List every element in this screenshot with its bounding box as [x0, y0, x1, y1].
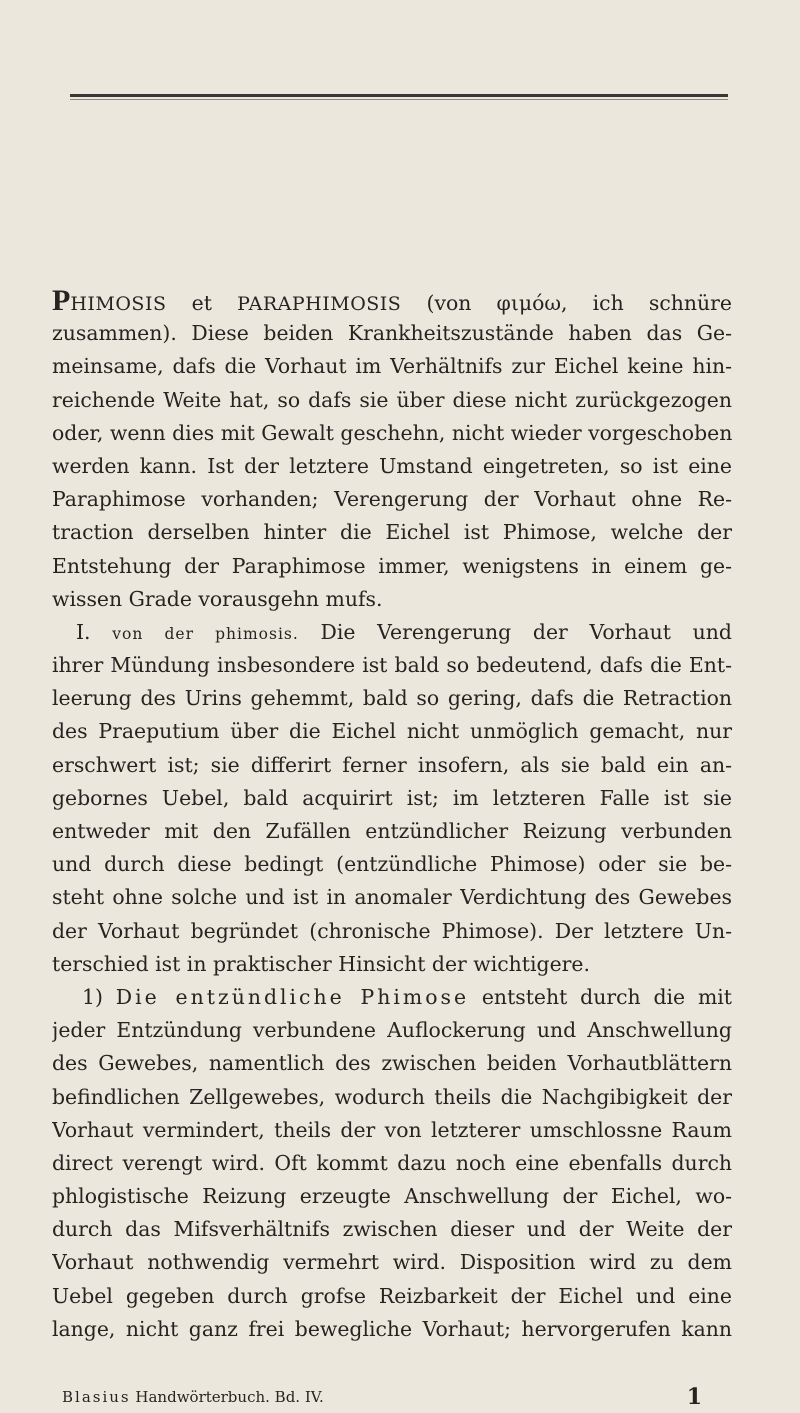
footer-author: Blasius — [62, 1388, 131, 1406]
text-line: zusammen). Diese beiden Krankheitszustände haben das Ge- — [52, 321, 732, 346]
section-line-tail: Die Verengerung der Vorhaut und — [298, 619, 732, 644]
text-line: Entstehung der Paraphimose immer, wenigstens in einem ge- — [52, 553, 732, 578]
text-line: Uebel gegeben durch grofse Reizbarkeit der Eichel und eine — [52, 1283, 732, 1308]
item-line-tail: entsteht durch die mit — [469, 984, 732, 1009]
text-line: werden kann. Ist der letztere Umstand eingetreten, so ist eine — [52, 453, 732, 478]
heading-second-title: PARAPHIMOSIS — [237, 293, 402, 315]
section-title: von der phimosis. — [112, 624, 299, 643]
text-line: ihrer Mündung insbesondere ist bald so bedeutend, dafs die Ent- — [52, 653, 732, 678]
text-line: traction derselben hinter die Eichel ist Phimose, welche der — [52, 520, 732, 545]
text-line: steht ohne solche und ist in anomaler Verdichtung des Gewebes — [52, 885, 732, 910]
text-line: Vorhaut vermindert, theils der von letzterer umschlossne Raum — [52, 1117, 732, 1142]
text-line: wissen Grade vorausgehn mufs. — [52, 586, 383, 611]
heading-title: HIMOSIS — [70, 293, 167, 315]
text-line: und durch diese bedingt (entzündliche Phimose) oder sie be- — [52, 852, 732, 877]
heading-etym-tail: ich schnüre — [567, 291, 732, 315]
sheet-number: 1 — [686, 1384, 702, 1410]
section-line — [52, 616, 732, 649]
heading-etym-open: (von — [401, 291, 497, 315]
text-line: terschied ist in praktischer Hinsicht der wichtigere. — [52, 951, 590, 976]
top-rule-thin — [70, 99, 728, 100]
text-line: Paraphimose vorhanden; Verengerung der Vorhaut ohne Re- — [52, 487, 732, 512]
text-line: oder, wenn dies mit Gewalt geschehn, nicht wieder vorgeschoben — [52, 420, 732, 445]
section-number: I. — [76, 619, 91, 644]
signature-mark — [62, 1388, 324, 1406]
text-line: leerung des Urins gehemmt, bald so gering, dafs die Retraction — [52, 686, 732, 711]
text-line: jeder Entzündung verbundene Auflockerung und Anschwellung — [52, 1018, 732, 1043]
top-rule — [70, 94, 728, 97]
text-line: des Praeputium über die Eichel nicht unmöglich gemacht, nur — [52, 719, 732, 744]
text-line: phlogistische Reizung erzeugte Anschwellung der Eichel, wo- — [52, 1184, 732, 1209]
item-line — [52, 981, 732, 1014]
text-line: des Gewebes, namentlich des zwischen beiden Vorhautblättern — [52, 1051, 732, 1076]
heading-line — [52, 284, 732, 317]
item-number: 1) — [82, 984, 103, 1009]
text-line: Vorhaut nothwendig vermehrt wird. Disposition wird zu dem — [52, 1250, 732, 1275]
item-term: Die entzündliche Phimose — [115, 984, 470, 1009]
text-line: lange, nicht ganz frei bewegliche Vorhaut; hervorgerufen kann — [52, 1316, 732, 1341]
text-line: erschwert ist; sie differirt ferner insofern, als sie bald ein an- — [52, 752, 732, 777]
heading-et: et — [166, 291, 238, 315]
footer-book: Handwörterbuch. Bd. IV. — [135, 1388, 324, 1406]
heading-initial: P — [52, 284, 71, 317]
text-line: befindlichen Zellgewebes, wodurch theils die Nachgibigkeit der — [52, 1084, 732, 1109]
text-line: reichende Weite hat, so dafs sie über diese nicht zurückgezogen — [52, 387, 732, 412]
text-line: entweder mit den Zufällen entzündlicher Reizung verbunden — [52, 819, 732, 843]
text-line: der Vorhaut begründet (chronische Phimose). Der letztere Un- — [52, 918, 732, 943]
text-line: durch das Mifsverhältnifs zwischen dieser und der Weite der — [52, 1217, 732, 1242]
main-text — [52, 284, 732, 1346]
heading-greek: φιμόω, — [496, 291, 568, 315]
text-line: meinsame, dafs die Vorhaut im Verhältnifs zur Eichel keine hin- — [52, 354, 732, 379]
text-line: direct verengt wird. Oft kommt dazu noch eine ebenfalls durch — [52, 1150, 732, 1175]
text-line: gebornes Uebel, bald acquirirt ist; im letzteren Falle ist sie — [52, 785, 732, 810]
